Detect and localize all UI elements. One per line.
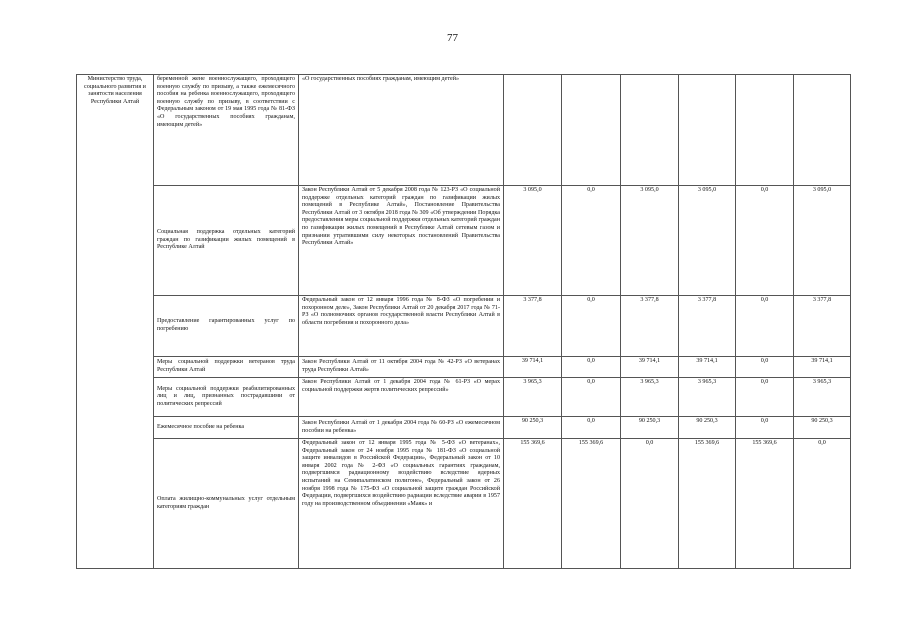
value-cell: 0,0 bbox=[794, 439, 851, 569]
value-cell: 0,0 bbox=[736, 296, 794, 357]
measure-name: беременной жене военнослужащего, проходящего военную службу по призыву, а также ежемесячного пособия на ребенка военнослужащего, проходящего военную службу по призыву, в соответствии с Федеральным законом от 19 мая 1995 года № 81-ФЗ «О государственных пособиях гражданам, имеющим детей» bbox=[154, 75, 299, 186]
value-cell: 0,0 bbox=[736, 417, 794, 439]
budget-table bbox=[76, 74, 851, 569]
table-row bbox=[77, 417, 851, 439]
value-cell: 3 965,3 bbox=[504, 378, 562, 417]
value-cell: 0,0 bbox=[621, 439, 679, 569]
value-cell: 90 250,3 bbox=[504, 417, 562, 439]
value-cell: 0,0 bbox=[562, 378, 621, 417]
ministry-cell: Министерство труда, социального развития и занятости населения Республики Алтай bbox=[77, 75, 154, 569]
value-cell: 3 095,0 bbox=[621, 186, 679, 296]
table-row bbox=[77, 75, 851, 186]
value-cell: 3 965,3 bbox=[679, 378, 736, 417]
measure-name: Предоставление гарантированных услуг по погребению bbox=[154, 296, 299, 357]
legal-basis: Федеральный закон от 12 января 1995 года № 5-ФЗ «О ветеранах», Федеральный закон от 24 ноября 1995 года № 181-ФЗ «О социальной защите инвалидов в Российской Федерации», Федеральный закон от 10 января 2002 года № 2-ФЗ «О социальных гарантиях гражданам, подвергшимся радиационному воздействию вследствие ядерных испытаний на Семипалатинском полигоне», Федеральный закон от 26 ноября 1998 года № 175-ФЗ «О социальной защите граждан Российской Федерации, подвергшихся воздействию радиации вследствие аварии в 1957 году на производственном объединении «Маяк» и bbox=[299, 439, 504, 569]
measure-name: Оплата жилищно-коммунальных услуг отдельным категориям граждан bbox=[154, 439, 299, 569]
value-cell: 0,0 bbox=[736, 357, 794, 378]
value-cell: 3 965,3 bbox=[621, 378, 679, 417]
value-cell: 39 714,1 bbox=[679, 357, 736, 378]
value-cell: 3 095,0 bbox=[679, 186, 736, 296]
value-cell: 0,0 bbox=[736, 186, 794, 296]
table-row bbox=[77, 296, 851, 357]
value-cell: 0,0 bbox=[562, 417, 621, 439]
value-cell: 3 377,8 bbox=[621, 296, 679, 357]
value-cell bbox=[621, 75, 679, 186]
legal-basis: «О государственных пособиях гражданам, имеющим детей» bbox=[299, 75, 504, 186]
value-cell: 0,0 bbox=[562, 186, 621, 296]
value-cell: 3 377,8 bbox=[679, 296, 736, 357]
legal-basis: Закон Республики Алтай от 1 декабря 2004 года № 60-РЗ «О ежемесячном пособии на ребенка» bbox=[299, 417, 504, 439]
measure-name: Меры социальной поддержки реабилитированных лиц и лиц, признанных пострадавшими от политических репрессий bbox=[154, 378, 299, 417]
table-row bbox=[77, 357, 851, 378]
value-cell bbox=[794, 75, 851, 186]
measure-name: Меры социальной поддержки ветеранов труда Республики Алтай bbox=[154, 357, 299, 378]
value-cell: 0,0 bbox=[562, 357, 621, 378]
value-cell bbox=[562, 75, 621, 186]
measure-name: Социальная поддержка отдельных категорий граждан по газификации жилых помещений в Республике Алтай bbox=[154, 186, 299, 296]
value-cell: 0,0 bbox=[736, 378, 794, 417]
value-cell: 3 377,8 bbox=[794, 296, 851, 357]
value-cell bbox=[679, 75, 736, 186]
value-cell: 155 369,6 bbox=[736, 439, 794, 569]
legal-basis: Закон Республики Алтай от 5 декабря 2008 года № 123-РЗ «О социальной поддержке отдельных категорий граждан по газификации жилых помещений в Республике Алтай», Постановление Правительства Республики Алтай от 3 октября 2018 года № 309 «Об утверждении Порядка предоставления меры социальной поддержки отдельных категорий граждан по газификации жилых помещений в Республике Алтай сетевым газом и признании утратившими силу некоторых постановлений Правительства Республики Алтай» bbox=[299, 186, 504, 296]
value-cell: 3 095,0 bbox=[794, 186, 851, 296]
value-cell: 155 369,6 bbox=[679, 439, 736, 569]
page-number: 77 bbox=[447, 32, 458, 44]
legal-basis: Закон Республики Алтай от 1 декабря 2004 года № 61-РЗ «О мерах социальной поддержки жертв политических репрессий» bbox=[299, 378, 504, 417]
value-cell: 39 714,1 bbox=[504, 357, 562, 378]
legal-basis: Федеральный закон от 12 января 1996 года № 8-ФЗ «О погребении и похоронном деле», Закон Республики Алтай от 20 декабря 2017 года № 71-РЗ «О полномочиях органов государственной власти Республики Алтай в области погребения и похоронного дела» bbox=[299, 296, 504, 357]
table-row bbox=[77, 439, 851, 569]
legal-basis: Закон Республики Алтай от 11 октября 2004 года № 42-РЗ «О ветеранах труда Республики Алтай» bbox=[299, 357, 504, 378]
value-cell: 3 095,0 bbox=[504, 186, 562, 296]
page-cutoff bbox=[76, 570, 852, 640]
value-cell: 155 369,6 bbox=[504, 439, 562, 569]
value-cell: 0,0 bbox=[562, 296, 621, 357]
value-cell: 155 369,6 bbox=[562, 439, 621, 569]
table-row bbox=[77, 186, 851, 296]
table-row bbox=[77, 378, 851, 417]
value-cell: 3 965,3 bbox=[794, 378, 851, 417]
value-cell: 39 714,1 bbox=[621, 357, 679, 378]
value-cell bbox=[736, 75, 794, 186]
value-cell: 3 377,8 bbox=[504, 296, 562, 357]
measure-name: Ежемесячное пособие на ребенка bbox=[154, 417, 299, 439]
value-cell: 90 250,3 bbox=[794, 417, 851, 439]
value-cell bbox=[504, 75, 562, 186]
value-cell: 90 250,3 bbox=[621, 417, 679, 439]
value-cell: 90 250,3 bbox=[679, 417, 736, 439]
value-cell: 39 714,1 bbox=[794, 357, 851, 378]
